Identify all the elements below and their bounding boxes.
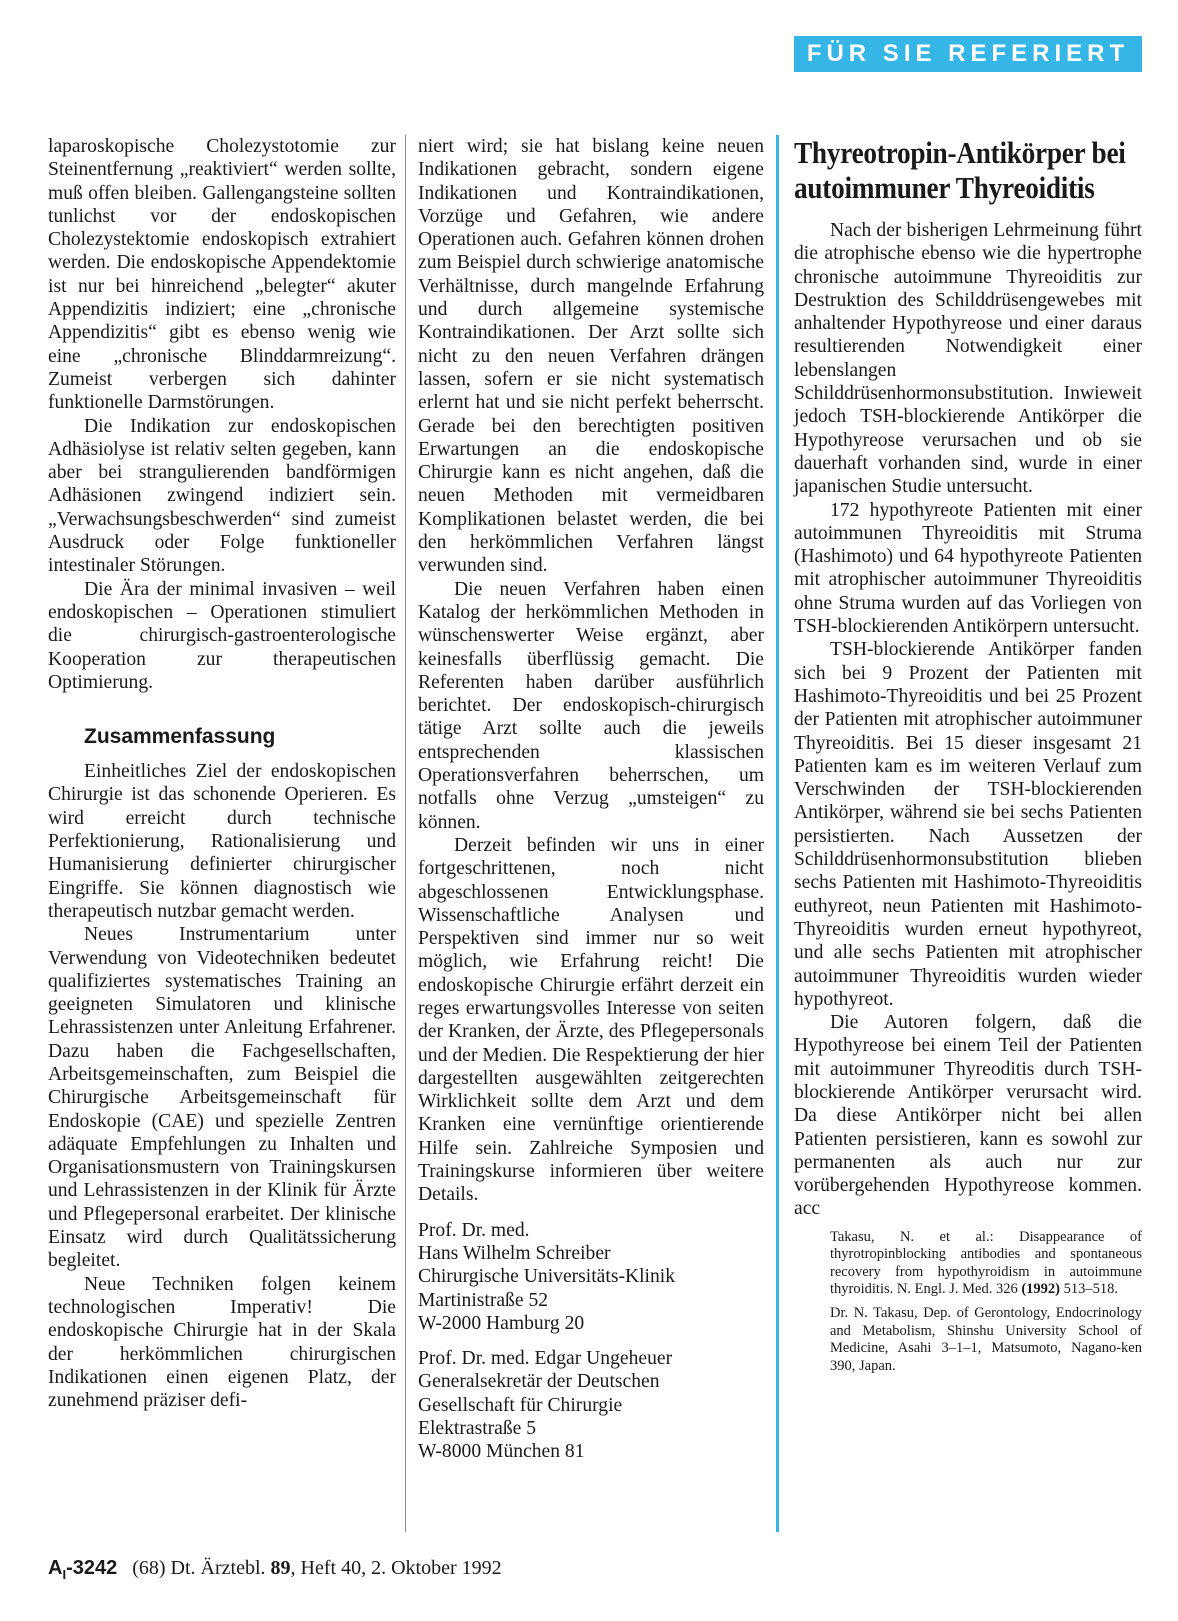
paragraph: Die neuen Verfahren haben einen Katalog der herkömmlichen Methoden in wünschenswerter Weise ergänzt, aber keinesfalls überflüssig gemacht. Die Referenten haben darüber ausführlich berichtet. Der endoskopisch-chirurgisch tätige Arzt sollte auch die jeweils entsprechenden klassischen Operationsverfahren beherrschen, um notfalls ohne Verzug „umsteigen“ zu können. — [418, 578, 764, 833]
paragraph: Neues Instrumentarium unter Verwendung von Videotechniken bedeutet qualifiziertes systematisches Training an geeigneten Simulatoren und klinische Lehrassistenzen unter Anleitung Erfahrener. Dazu haben die Fachgesellschaften, Arbeitsgemeinschaften, zum Beispiel die Chirurgische Arbeitsgemeinschaft für Endoskopie (CAE) und spezielle Zentren adäquate Empfehlungen zu Inhalten und Organisationsmustern von Trainingskursen und Lehrassistenzen in der Klinik für Ärzte und Pflegepersonal erarbeitet. Der klinische Einsatz wird durch Qualitätssicherung begleitet. — [48, 924, 396, 1272]
address-line: Prof. Dr. med. — [418, 1219, 530, 1241]
page-code — [48, 1557, 118, 1582]
address-line: Chirurgische Universitäts-Klinik — [418, 1266, 676, 1288]
paragraph: Nach der bisherigen Lehrmeinung führt die atrophische ebenso wie die hypertrophe chronische autoimmune Thyreoiditis zur Destruktion des Schilddrüsengewebes mit anhaltender Hypothyreose und einer daraus resultierenden Notwendigkeit einer lebenslangen Schilddrüsenhormonsubstitution. Inwieweit jedoch TSH-blockierende Antikörper die Hypothyreose verursachen und ob sie dauerhaft vorhanden sind, wurde in einer japanischen Studie untersucht. — [794, 220, 1142, 498]
address-line: Generalsekretär der Deutschen — [418, 1371, 660, 1393]
address-line: Hans Wilhelm Schreiber — [418, 1242, 611, 1264]
paragraph: Neue Techniken folgen keinem technologischen Imperativ! Die endoskopische Chirurgie hat in der Skala der herkömmlichen chirurgischen Indikationen einen eigenen Platz, der zunehmend präziser defi- — [48, 1273, 396, 1412]
journal-issue: , Heft 40, 2. Oktober 1992 — [290, 1557, 502, 1579]
address-line: Martinistraße 52 — [418, 1289, 549, 1311]
author-address-2 — [418, 1347, 764, 1463]
column-1 — [48, 135, 396, 1412]
author-address-1 — [418, 1219, 764, 1335]
address-line: Elektrastraße 5 — [418, 1418, 537, 1440]
paragraph: 172 hypothyreote Patienten mit einer autoimmunen Thyreoiditis mit Struma (Hashimoto) und 64 hypothyreote Patienten mit atrophischer autoimmuner Thyreoiditis ohne Struma wurden auf das Vorliegen von TSH-blockierenden Antikörpern untersucht. — [794, 499, 1142, 638]
reference-pages: 513–518. — [1063, 1280, 1118, 1297]
references — [830, 1229, 1142, 1375]
paragraph: TSH-blockierende Antikörper fanden sich bei 9 Prozent der Patienten mit Hashimoto-Thyreoiditis und bei 25 Prozent der Patienten mit atrophischer autoimmuner Thyreoiditis. Bei 15 dieser insgesamt 21 Patienten kam es im weiteren Verlauf zum Verschwinden der TSH-blockierenden Antikörper, während sie bei sechs Patienten persistierten. Nach Aussetzen der Schilddrüsenhormonsubstitution blieben sechs Patienten mit Hashimoto-Thyreoiditis euthyreot, neun Patienten mit Hashimoto-Thyreoiditis wurden erneut hypothyreot, und alle sechs Patienten mit atrophischer autoimmuner Thyreoiditis wurden wieder hypothyreot. — [794, 639, 1142, 1010]
journal-volume: 89 — [270, 1557, 291, 1579]
paragraph: Die Ära der minimal invasiven – weil endoskopischen – Operationen stimuliert die chirurgisch-gastroenterologische Kooperation zur therapeutischen Optimierung. — [48, 578, 396, 693]
address-line: W-2000 Hamburg 20 — [418, 1312, 585, 1334]
section-banner: FÜR SIE REFERIERT — [794, 36, 1142, 72]
column-divider-left — [405, 135, 406, 1532]
journal-name: (68) Dt. Ärztebl. — [132, 1557, 266, 1579]
reference-address: Dr. N. Takasu, Dep. of Gerontology, Endocrinology and Metabolism, Shinshu University School of Medicine, Asahi 3–1–1, Matsumoto, Nagano-ken 390, Japan. — [830, 1305, 1142, 1374]
column-2 — [418, 135, 764, 1464]
paragraph: laparoskopische Cholezystotomie zur Steinentfernung „reaktiviert“ werden sollte, muß offen bleiben. Gallengangsteine sollten tunlichst vor der endoskopischen Cholezystektomie endoskopisch extrahiert werden. Die endoskopische Appendektomie ist nur bei hinreichend „belegter“ akuter Appendizitis indiziert; eine „chronische Appendizitis“ gibt es ebenso wenig wie eine „chronische Blinddarmreizung“. Zumeist verbergen sich dahinter funktionelle Darmstörungen. — [48, 136, 396, 414]
page-code-sub: I — [62, 1567, 67, 1582]
reference-text: Takasu, N. et al.: Disappearance of thyrotropinblocking antibodies and spontaneous recovery from hypothyroidism in autoimmune thyroiditis. N. Engl. J. Med. 326 — [830, 1228, 1142, 1297]
address-line: Prof. Dr. med. Edgar Ungeheuer — [418, 1348, 673, 1370]
paragraph: Einheitliches Ziel der endoskopischen Chirurgie ist das schonende Operieren. Es wird erreicht durch technische Perfektionierung, Rationalisierung und Humanisierung definierter chirurgischer Eingriffe. Sie können diagnostisch wie therapeutisch nutzbar gemacht werden. — [48, 761, 396, 922]
reference-citation — [830, 1229, 1142, 1299]
page-code-number: -3242 — [66, 1557, 118, 1579]
article-title: Thyreotropin-Antikörper bei autoimmuner Thyreoiditis — [794, 135, 1126, 205]
address-line: W-8000 München 81 — [418, 1441, 585, 1463]
page-code-letter: A — [48, 1557, 63, 1579]
section-heading: Zusammenfassung — [84, 725, 276, 749]
page-footer — [48, 1556, 502, 1587]
column-divider-accent — [776, 135, 779, 1532]
paragraph: niert wird; sie hat bislang keine neuen Indikationen gebracht, sondern eigene Indikationen und Kontraindikationen, Vorzüge und Gefahren, wie andere Operationen auch. Gefahren können drohen zum Beispiel durch schwierige anatomische Verhältnisse, durch mangelnde Erfahrung und durch allgemeine systemische Kontraindikationen. Der Arzt sollte sich nicht zu den neuen Verfahren drängen lassen, sofern er sie nicht systematisch erlernt hat und sie nicht perfekt beherrscht. Gerade bei den berechtigten positiven Erwartungen an die endoskopische Chirurgie kann es nicht angehen, daß die neuen Methoden mit vermeidbaren Komplikationen belastet werden, die bei den herkömmlichen Verfahren längst verwunden sind. — [418, 136, 764, 577]
paragraph: Die Indikation zur endoskopischen Adhäsiolyse ist relativ selten gegeben, kann aber bei strangulierenden bandförmigen Adhäsionen zwingend indiziert sein. „Verwachsungsbeschwerden“ sind zumeist Ausdruck oder Folge funktioneller intestinaler Störungen. — [48, 415, 396, 577]
column-3 — [794, 135, 1142, 1382]
reference-year: (1992) — [1021, 1280, 1060, 1297]
paragraph: Derzeit befinden wir uns in einer fortgeschrittenen, noch nicht abgeschlossenen Entwicklungsphase. Wissenschaftliche Analysen und Perspektiven sind immer nur so weit möglich, wie Erfahrung reicht! Die endoskopische Chirurgie erfährt derzeit ein reges erwartungsvolles Interesse von seiten der Kranken, der Ärzte, des Pflegepersonals und der Medien. Die Respektierung der hier dargestellten ausgewählten zeitgerechten Wirklichkeit sollte dem Arzt und dem Kranken eine vernünftige orientierende Hilfe sein. Zahlreiche Symposien und Trainingskurse informieren über weitere Details. — [418, 834, 764, 1206]
paragraph: Die Autoren folgern, daß die Hypothyreose bei einem Teil der Patienten mit autoimmuner Thyreoditis durch TSH-blockierende Antikörper verursacht wird. Da diese Antikörper nicht bei allen Patienten persistieren, kann es sowohl zur permanenten als auch nur zur vorübergehenden Hypothyreose kommen. acc — [794, 1012, 1142, 1220]
address-line: Gesellschaft für Chirurgie — [418, 1394, 623, 1416]
